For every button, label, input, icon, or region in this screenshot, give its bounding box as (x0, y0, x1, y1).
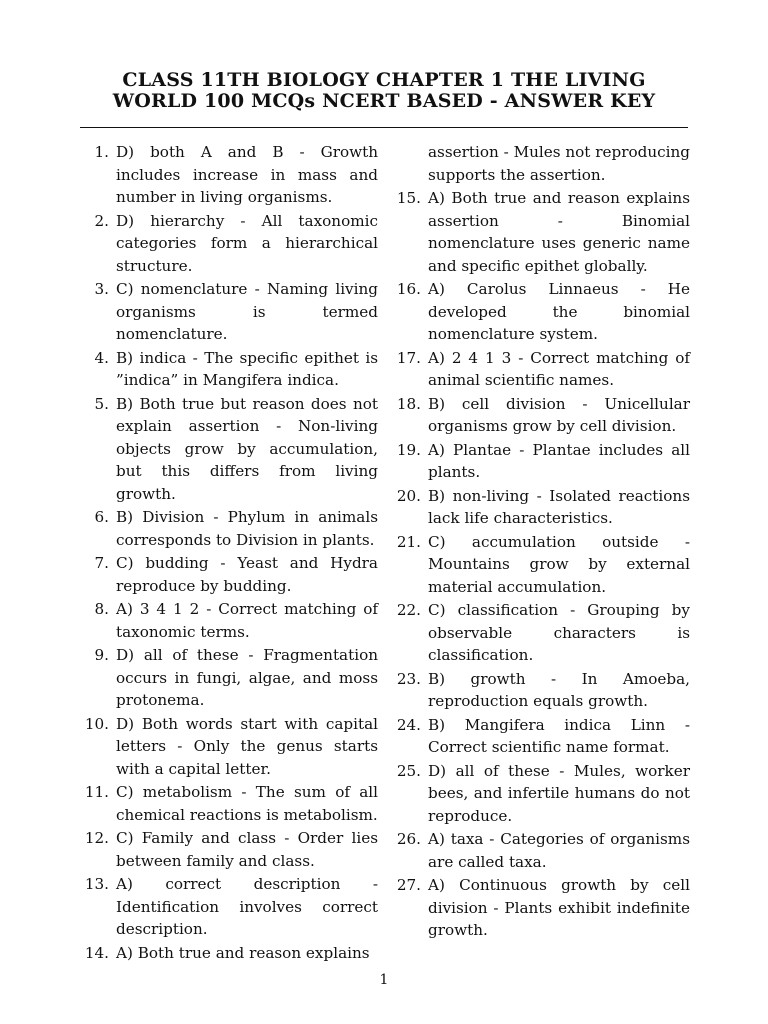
item-number: 14. (84, 943, 109, 962)
item-text: B) Both true but reason does not explain assertion - Non-living objects grow by accumulation, but this differs from living growth. (116, 394, 378, 503)
answer-item (390, 439, 690, 484)
item-text: C) accumulation outside - Mountains grow by external material accumulation. (428, 532, 690, 596)
answer-item (390, 828, 690, 873)
answer-item (78, 552, 378, 597)
page-number: 1 (379, 972, 389, 988)
answer-item (78, 942, 378, 965)
answer-item (390, 531, 690, 599)
item-number: 25. (396, 761, 421, 780)
item-number: 20. (396, 486, 421, 505)
answer-item (390, 760, 690, 828)
item-number: 4. (94, 348, 109, 367)
item-number: 8. (94, 600, 109, 618)
item-text: A) Both true and reason explains assertion - Binomial nomenclature uses generic name and specific epithet globally. (428, 189, 690, 275)
item-text: C) metabolism - The sum of all chemical reactions is metabolism. (116, 783, 378, 824)
item-number: 16. (396, 280, 421, 298)
answer-item (390, 393, 690, 438)
answer-item (78, 506, 378, 551)
item-number: 1. (94, 143, 109, 161)
item-number: 6. (94, 508, 109, 526)
item-number: 15. (396, 189, 421, 207)
item-text: A) Carolus Linnaeus - He developed the binomial nomenclature system. (428, 280, 690, 343)
left-column (78, 141, 378, 965)
answer-item (390, 668, 690, 713)
item-text: D) both A and B - Growth includes increase in mass and number in living organisms. (116, 143, 378, 206)
answer-item (390, 599, 690, 667)
answer-item (78, 347, 378, 392)
item-text: D) all of these - Fragmentation occurs in fungi, algae, and moss protonema. (116, 646, 378, 709)
item-number: 26. (396, 830, 421, 848)
item-text: D) hierarchy - All taxonomic categories form a hierarchical structure. (116, 211, 378, 275)
item-number: 18. (396, 394, 421, 413)
title-line-2: WORLD 100 MCQs NCERT BASED - ANSWER KEY (112, 90, 656, 112)
item-text: C) Family and class - Order lies between family and class. (116, 829, 378, 870)
item-text: B) indica - The specific epithet is ”indica” in Mangifera indica. (116, 348, 378, 389)
item-text: A) Both true and reason explains (116, 943, 370, 962)
item-text: B) Division - Phylum in animals corresponds to Division in plants. (116, 508, 378, 549)
answer-item (78, 827, 378, 872)
answer-item (390, 714, 690, 759)
item-text: C) budding - Yeast and Hydra reproduce by budding. (116, 554, 378, 595)
answer-item (78, 873, 378, 941)
item-number: 9. (94, 646, 109, 664)
item-text: A) 2 4 1 3 - Correct matching of animal scientific names. (428, 348, 690, 389)
right-column (390, 141, 690, 943)
item-text: D) all of these - Mules, worker bees, and infertile humans do not reproduce. (428, 761, 690, 825)
item-number: 21. (396, 532, 421, 551)
item-text: A) 3 4 1 2 - Correct matching of taxonomic terms. (116, 600, 378, 641)
item-continuation: assertion - Mules not reproducing supports the assertion. (428, 143, 690, 184)
item-text: A) Continuous growth by cell division - Plants exhibit indefinite growth. (428, 876, 690, 939)
title-divider (80, 127, 688, 128)
answer-item (78, 781, 378, 826)
item-number: 7. (94, 554, 109, 572)
page-title (60, 70, 708, 112)
answer-item (78, 713, 378, 781)
answer-item (78, 598, 378, 643)
answer-item (78, 644, 378, 712)
item-number: 13. (84, 875, 109, 893)
item-text: B) Mangifera indica Linn - Correct scientific name format. (428, 715, 690, 756)
item-number: 17. (396, 348, 421, 367)
answer-item (78, 278, 378, 346)
item-number: 5. (94, 394, 109, 413)
answer-item (78, 141, 378, 209)
item-number: 12. (84, 829, 109, 847)
answer-item (78, 393, 378, 506)
item-text: B) growth - In Amoeba, reproduction equals growth. (428, 669, 690, 710)
item-number: 2. (94, 211, 109, 230)
item-number: 27. (396, 876, 421, 894)
item-number: 3. (94, 280, 109, 298)
item-text: D) Both words start with capital letters - Only the genus starts with a capital letter. (116, 714, 378, 778)
item-number: 11. (84, 783, 109, 801)
item-text: A) Plantae - Plantae includes all plants. (428, 440, 690, 481)
answer-item (390, 278, 690, 346)
answer-item (390, 485, 690, 530)
item-text: A) taxa - Categories of organisms are called taxa. (428, 830, 690, 871)
item-text: C) classification - Grouping by observable characters is classification. (428, 601, 690, 664)
item-number: 10. (84, 714, 109, 733)
title-line-1: CLASS 11TH BIOLOGY CHAPTER 1 THE LIVING (122, 69, 646, 91)
item-number: 19. (396, 440, 421, 459)
item-number: 23. (396, 669, 421, 688)
item-number: 22. (396, 601, 421, 619)
item-number: 24. (396, 715, 421, 734)
answer-item (78, 210, 378, 278)
item-text: A) correct description - Identification involves correct description. (116, 875, 378, 938)
answer-item (390, 347, 690, 392)
answer-item (390, 187, 690, 277)
answer-item (390, 874, 690, 942)
item-text: B) cell division - Unicellular organisms grow by cell division. (428, 394, 690, 435)
item-text: B) non-living - Isolated reactions lack life characteristics. (428, 486, 690, 527)
item-text: C) nomenclature - Naming living organisms is termed nomenclature. (116, 280, 378, 343)
